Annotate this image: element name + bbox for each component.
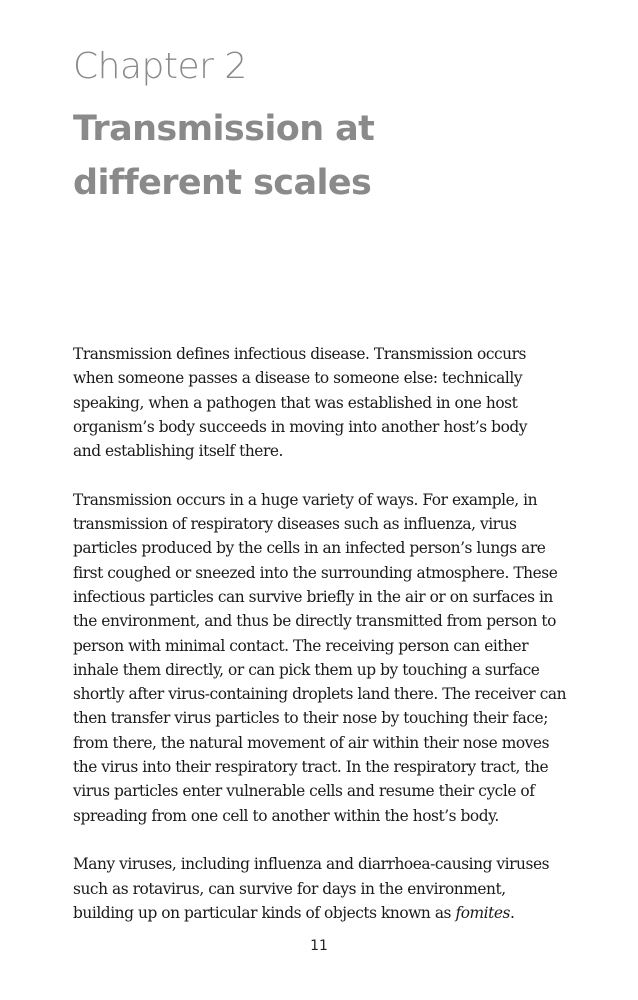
chapter-label: Chapter 2: [73, 46, 247, 87]
text-line: infectious particles can survive briefly in the air or on surfaces in: [73, 587, 553, 606]
text-line: Transmission defines infectious disease. Transmission occurs: [73, 345, 526, 363]
text-line: transmission of respiratory diseases such as influenza, virus: [73, 515, 517, 534]
text-line: [73, 901, 583, 925]
chapter-title-line: Transmission at: [73, 109, 375, 149]
paragraph-1: [73, 342, 583, 463]
text-line: organism’s body succeeds in moving into another host’s body: [73, 417, 528, 436]
emphasized-term: fomites: [455, 903, 510, 922]
text-line: spreading from one cell to another within the host’s body.: [73, 806, 499, 825]
page-number: 11: [310, 938, 328, 954]
text-line: Transmission occurs in a huge variety of ways. For example, in: [73, 490, 538, 509]
body-text: [73, 342, 583, 949]
text-line: inhale them directly, or can pick them up by touching a surface: [73, 660, 540, 679]
paragraph-2: [73, 488, 583, 828]
text-line: the environment, and thus be directly transmitted from person to: [73, 612, 556, 631]
text-fragment: building up on particular kinds of objects known as: [73, 903, 456, 922]
text-line: virus particles enter vulnerable cells and resume their cycle of: [73, 782, 535, 801]
text-line: speaking, when a pathogen that was established in one host: [73, 393, 518, 412]
chapter-title: [73, 102, 593, 210]
text-line: Many viruses, including influenza and diarrhoea-causing viruses: [73, 855, 550, 874]
text-line: first coughed or sneezed into the surrounding atmosphere. These: [73, 563, 558, 582]
text-line: person with minimal contact. The receiving person can either: [73, 636, 529, 655]
chapter-title-line: different scales: [73, 163, 372, 203]
paragraph-3: [73, 852, 583, 925]
text-line: particles produced by the cells in an infected person’s lungs are: [73, 539, 546, 558]
text-line: the virus into their respiratory tract. In the respiratory tract, the: [73, 758, 549, 777]
text-line: and establishing itself there.: [73, 442, 283, 461]
text-fragment: .: [509, 903, 515, 922]
text-line: then transfer virus particles to their nose by touching their face;: [73, 709, 548, 728]
text-line: when someone passes a disease to someone else: technically: [73, 369, 523, 388]
text-line: from there, the natural movement of air within their nose moves: [73, 733, 550, 752]
text-line: such as rotavirus, can survive for days in the environment,: [73, 879, 506, 898]
text-line: shortly after virus-containing droplets land there. The receiver can: [73, 685, 567, 704]
